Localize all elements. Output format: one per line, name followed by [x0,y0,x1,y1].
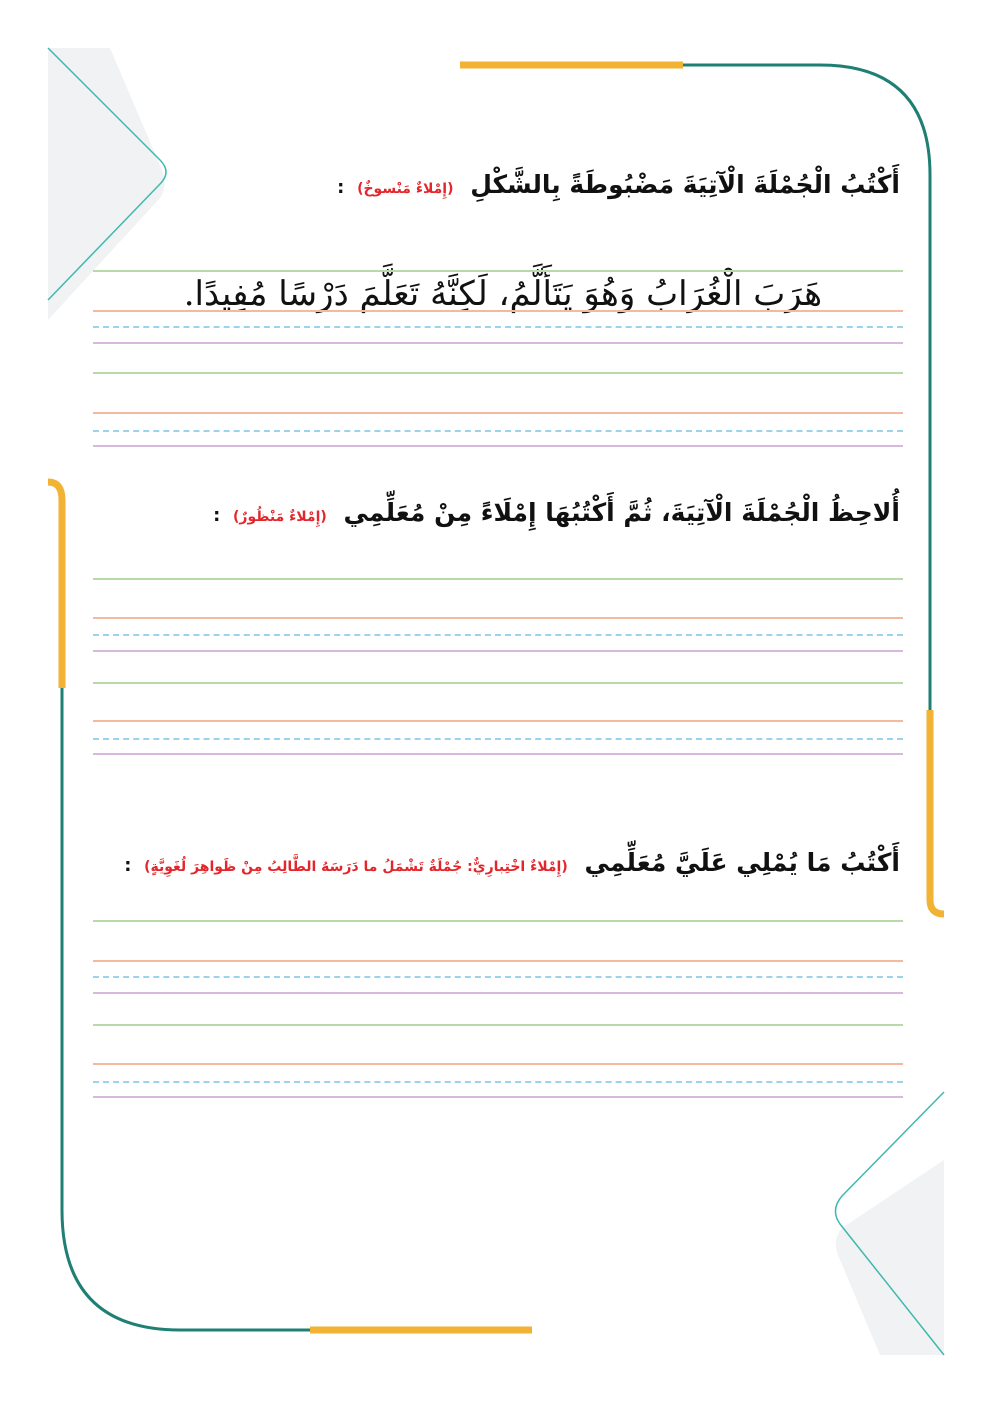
accent-right [930,710,944,914]
guide-line [93,920,903,922]
guide-line [93,578,903,580]
exercise-1-text: أَكْتُبُ الْجُمْلَةَ الْآتِيَةَ مَضْبُوطَةً بِالشَّكْلِ [470,170,900,199]
guide-line [93,326,903,328]
exercise-1-colon: : [337,177,345,198]
model-sentence: هَرَبَ الْغُرَابُ وَهُوَ يَتَأَلَّمُ، لَكِنَّهُ تَعَلَّمَ دَرْسًا مُفِيدًا. [183,274,822,314]
accent-left [48,482,62,688]
exercise-2-instruction [213,496,900,534]
guide-line [93,682,903,684]
exercise-3-colon: : [124,855,132,876]
guide-line [93,992,903,994]
guide-line [93,1024,903,1026]
frame-border-left [62,490,310,1330]
corner-decoration-top-left [48,48,165,320]
guide-line [93,738,903,740]
guide-line [93,634,903,636]
guide-line [93,1096,903,1098]
exercise-3-note: (إِمْلاءٌ اخْتِبارِيٌّ: جُمْلَةٌ تَشْمَلُ ما دَرَسَهُ الطَّالِبُ مِنْ ظَواهِرَ لُغَوِيَّةٍ) [144,859,568,875]
exercise-2-text: أُلاحِظُ الْجُمْلَةَ الْآتِيَةَ، ثُمَّ أَكْتُبُهَا إِمْلَاءً مِنْ مُعَلِّمِي [343,498,900,527]
guide-line [93,430,903,432]
guide-line [93,617,903,619]
guide-line [93,445,903,447]
exercise-2-colon: : [213,505,221,526]
guide-line [93,720,903,722]
guide-line [93,342,903,344]
guide-line [93,1063,903,1065]
guide-line [93,310,903,312]
exercise-3-instruction [124,846,900,884]
guide-line [93,1081,903,1083]
exercise-3-text: أَكْتُبُ مَا يُمْلِي عَلَيَّ مُعَلِّمِي [584,848,900,877]
corner-decoration-bottom-right [836,1160,944,1355]
exercise-1-note: (إِمْلاءٌ مَنْسوخٌ) [357,181,454,197]
guide-line [93,650,903,652]
exercise-2-note: (إِمْلاءٌ مَنْظُورٌ) [233,509,327,525]
guide-line [93,412,903,414]
guide-line [93,976,903,978]
guide-line [93,960,903,962]
guide-line [93,372,903,374]
guide-line [93,753,903,755]
exercise-1-instruction [337,168,900,206]
guide-line [93,270,903,272]
